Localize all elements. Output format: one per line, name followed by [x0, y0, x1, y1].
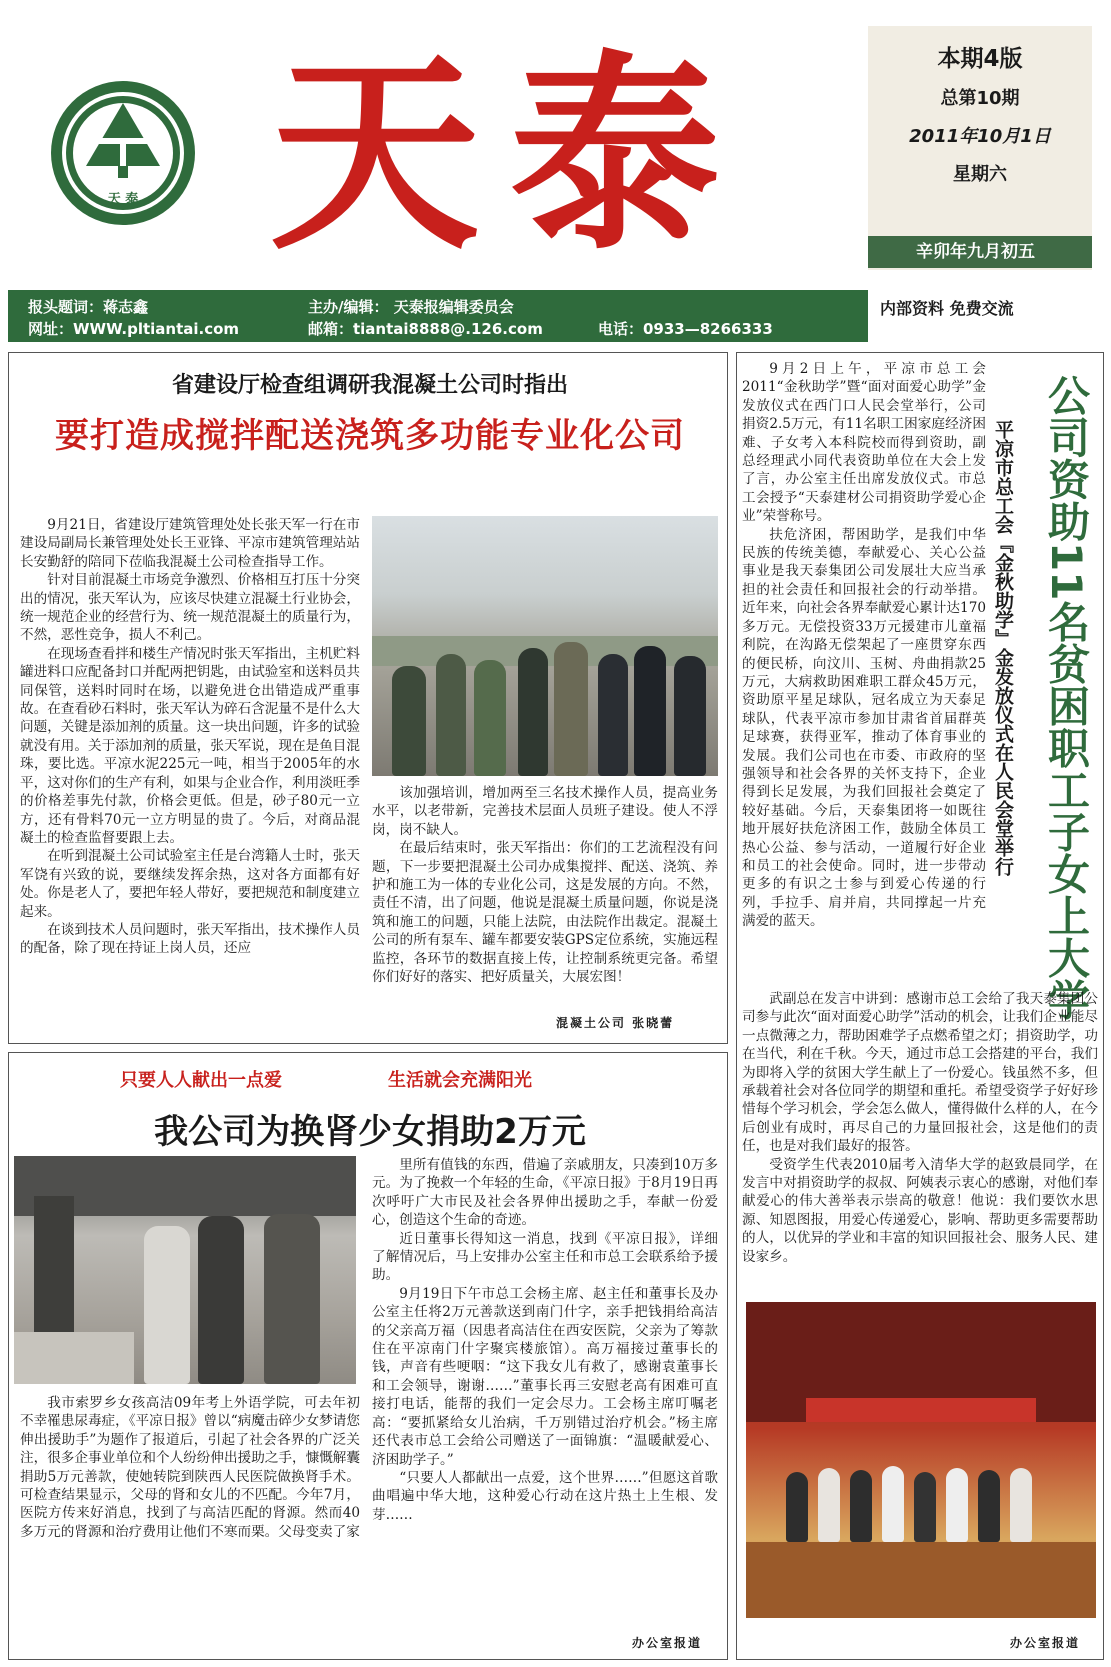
- article-scholarship-subhead: 平凉市总工会『金秋助学』金发放仪式在人民会堂举行: [992, 420, 1014, 876]
- paragraph: 9月21日，省建设厅建筑管理处处长张天军一行在市建设局副局长兼管理处处长王亚锋、平凉市建筑管理站站长安勤舒的陪同下莅临我混凝土公司检查指导工作。: [20, 517, 360, 570]
- article-scholarship-headline: 公司资助11名贫困职工子女上大学: [1042, 374, 1091, 1021]
- article-scholarship-col-top: [742, 360, 986, 984]
- paragraph: 9月2日上午，平凉市总工会2011“金秋助学”暨“面对面爱心助学”金发放仪式在西门口人民会堂举行，公司捐资2.5万元，有11名职工困家庭经济困难、子女考入本科院校而得到资助，副总经理武小同代表资助单位在大会上发了言，办公室主任出席发放仪式。市总工会授予“天泰建材公司捐资助学爱心企业”荣誉称号。: [742, 361, 986, 525]
- paragraph: 我市索罗乡女孩高洁09年考上外语学院，可去年初不幸罹患尿毒症，《平凉日报》曾以“病魔击碎少女梦请您伸出援助手”为题作了报道后，引起了社会各界的广泛关注，很多企事业单位和个人纷纷伸出援助之手，慷慨解囊捐助5万元善款，使她转院到陕西人民医院做换肾手术。可检查结果显示，父母的肾和女儿的不匹配。今年7月，医院方传来好消息，找到了与高洁匹配的肾源。然而40多万元的肾源和治疗费用让他们不寒而栗。父母变卖了家: [20, 1395, 360, 1540]
- article-scholarship-byline: 办公室报道: [1010, 1636, 1081, 1650]
- phone: 电话：0933—8266333: [598, 320, 773, 338]
- paragraph: 在最后结束时，张天军指出：你们的工艺流程没有问题，下一步要把混凝土公司办成集搅拌、配送、浇筑、养护和施工为一体的专业化公司，这是发展的方向。不然，责任不清，出了问题，他说是混凝土质量问题，你说是浇筑和施工的问题，只能上法院，由法院作出裁定。混凝土公司的所有泵车、罐车都要安装GPS定位系统，实施远程监控，各环节的数据直接上传，让控制系统更完备。希望你们好好的落实、把好质量关，大展宏图！: [372, 840, 718, 986]
- paragraph: 9月19日下午市总工会杨主席、赵主任和董事长及办公室主任将2万元善款送到南门什字，亲手把钱捐给高洁的父亲高万福（因患者高洁住在西安医院，父亲为了筹款住在平凉南门什字聚宾楼旅馆）。高万福接过董事长的钱，声音有些哽咽：“这下我女儿有救了，感谢袁董事长和工会领导，谢谢……”董事长再三安慰老高有困难可直接打电话，能帮的我们一定会尽力。工会杨主席叮嘱老高：“要抓紧给女儿治病，千万别错过治疗机会。”杨主席还代表市总工会给公司赠送了一面锦旗：“温暖献爱心、济困助学子。”: [372, 1285, 718, 1468]
- article-concrete-kicker: 省建设厅检查组调研我混凝土公司时指出: [171, 373, 568, 398]
- brand-title: 天泰: [270, 31, 751, 278]
- paragraph: 扶危济困，帮困助学，是我们中华民族的传统美德，奉献爱心、关心公益事业是我天泰集团公司发展壮大应当承担的社会责任和回报社会的行动举措。近年来，向社会各界奉献爱心累计达170多万元。无偿投资33万元援建市儿童福利院，在沟路无偿架起了一座贯穿东西的便民桥，向汶川、玉树、舟曲捐款25万元，大病救助困难职工群众45万元，资助原平星足球队，冠名成立为天泰足球队，代表平凉市参加甘肃省首届群英足球赛，获得亚军，推动了体育事业的发展。我们公司也在市委、市政府的坚强领导和社会各界的关怀支持下，企业得到长足发展，为我们回报社会奠定了较好基础。今后，天泰集团将一如既往地开展好扶危济困工作，鼓励全体员工热心公益、参与活动，一道履行好企业和员工的社会使命。同时，进一步带动更多的有识之士参与到爱心传递的行列，手拉手、肩并肩，共同撑起一片充满爱的蓝天。: [742, 526, 986, 930]
- internal-notice: 内部资料 免费交流: [880, 299, 1014, 318]
- article-donation-kicker-right: 生活就会充满阳光: [388, 1070, 532, 1091]
- paragraph: 该加强培训，增加两至三名技术操作人员，提高业务水平，以老带新，完善技术层面人员班子建设。使人不浮岗，岗不缺人。: [372, 785, 718, 838]
- logo-text: 天 泰: [107, 192, 139, 207]
- paragraph: 针对目前混凝土市场竞争激烈、价格相互打压十分突出的情况，张天军认为，应该尽快建立混凝土行业协会，统一规范企业的经营行为、统一规范混凝土的质量行为，不然，恶性竞争，损人不利己。: [20, 572, 360, 644]
- calligraphy-credit: 报头题词：蒋志鑫: [28, 298, 149, 316]
- lunar-date: 辛卯年九月初五: [868, 236, 1092, 268]
- article-concrete-headline: 要打造成搅拌配送浇筑多功能专业化公司: [55, 416, 685, 456]
- article-donation-col1: [20, 1394, 360, 1656]
- article-donation-kicker-left: 只要人人献出一点爱: [120, 1070, 282, 1091]
- article-donation-byline: 办公室报道: [632, 1636, 703, 1650]
- paragraph: 在谈到技术人员问题时，张天军指出，技术操作人员的配备，除了现在持证上岗人员，还应: [20, 921, 360, 957]
- logo: [48, 78, 198, 228]
- issue-box: [868, 26, 1092, 270]
- paragraph: 受资学生代表2010届考入清华大学的赵致晨同学，在发言中对捐资助学的叔叔、阿姨表示衷心的感谢，对他们奉献爱心的伟大善举表示崇高的敬意！他说：我们要饮水思源、知恩图报，用爱心传递爱心，影响、帮助更多需要帮助的人，以优异的学业和丰富的知识回报社会、服务人民、建设家乡。: [742, 1156, 1098, 1265]
- paragraph: “只要人人都献出一点爱，这个世界……”但愿这首歌曲唱遍中华大地，这种爱心行动在这片热土上生根、发芽……: [372, 1469, 718, 1523]
- inspection-photo: [372, 516, 718, 776]
- article-concrete-col2: [372, 784, 718, 998]
- total-issue: 总第10期: [940, 88, 1020, 109]
- paragraph: 近日董事长得知这一消息，找到《平凉日报》，详细了解情况后，马上安排办公室主任和市总工会联系给予援助。: [372, 1230, 718, 1284]
- paragraph: 在现场查看拌和楼生产情况时张天军指出，主机贮料罐进料口应配备封口并配两把钥匙，由试验室和送料员共同保管，送料时同时在场，以避免进仓出错造成严重事故。在查看砂石料时，张天军认为碎石含泥量不是什么大问题，关键是添加剂的质量。这一块出问题，许多的试验就没有用。关于添加剂的质量，张天军说，现在是鱼目混珠，要比选。平凉水泥225元一吨，相当于2005年的水平，这对你们的生产有利，如果与企业合作，利用淡旺季的价格差事先付款，价格会更低。但是，砂子80元一立方，还有骨料70元一立方明显的贵了。今后，对商品混凝土的检查监督要跟上去。: [20, 645, 360, 846]
- article-donation-headline: 我公司为换肾少女捐助2万元: [154, 1112, 586, 1152]
- ceremony-photo: [746, 1302, 1096, 1618]
- donation-photo: [14, 1156, 356, 1384]
- paragraph: 里所有值钱的东西，借遍了亲戚朋友，只凑到10万多元。为了挽救一个年轻的生命，《平凉日报》于8月19日再次呼吁广大市民及社会各界伸出援助之手，奉献一份爱心，创造这个生命的奇迹。: [372, 1157, 718, 1229]
- paragraph: 在听到混凝土公司试验室主任是台湾籍人士时，张天军饶有兴致的说，要继续发挥余热，这对各方面都有好处。你是老人了，要把年轻人带好，要把规范和制度建立起来。: [20, 848, 360, 920]
- article-scholarship-col-bottom: [742, 990, 1098, 1290]
- info-bar: [8, 290, 868, 342]
- issue-number: 本期4版: [937, 46, 1023, 72]
- weekday: 星期六: [953, 164, 1007, 185]
- article-concrete-col1: [20, 516, 360, 1042]
- issue-date: 2011年10月1日: [909, 126, 1051, 147]
- organizer: 主办/编辑： 天泰报编辑委员会: [308, 298, 514, 316]
- email: 邮箱：tiantai8888@.126.com: [308, 320, 543, 338]
- website: 网址：WWW.pltiantai.com: [28, 320, 240, 338]
- article-concrete-byline: 混凝土公司 张晓蕾: [556, 1016, 675, 1030]
- paragraph: 武副总在发言中讲到：感谢市总工会给了我天泰集团公司参与此次“面对面爱心助学”活动的机会，让我们企业能尽一点微薄之力，帮助困难学子点燃希望之灯；捐资助学，功在当代，利在千秋。今天，通过市总工会搭建的平台，我们为即将入学的贫困大学生献上了一份爱心。钱虽然不多，但承载着社会对各位同学的期望和重托。希望受资学子好好珍惜每个学习机会，学会怎么做人，懂得做什么样的人，在今后创业有成时，再尽自己的力量回报社会，这是他们的责任，也是对我们最好的报答。: [742, 991, 1098, 1155]
- article-donation-col2: [372, 1156, 718, 1622]
